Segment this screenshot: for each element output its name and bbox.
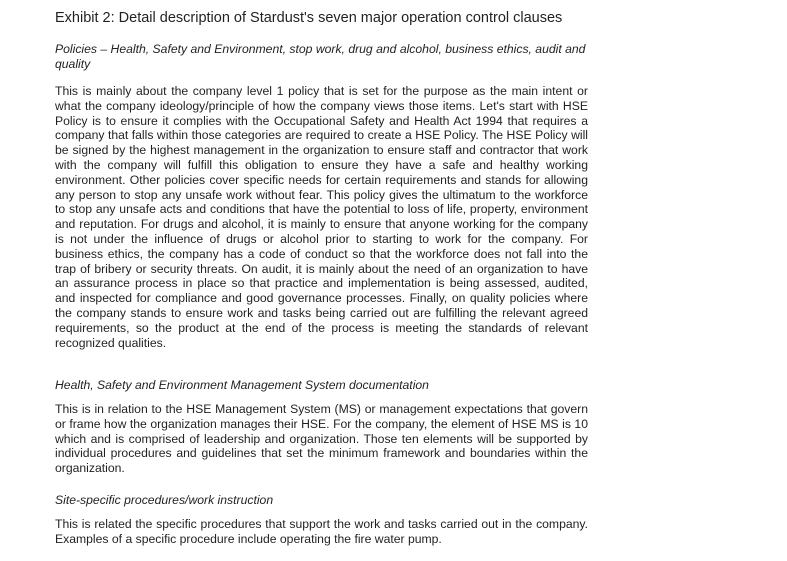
section-heading-hse-ms: Health, Safety and Environment Management System documentation: [55, 378, 429, 392]
section-body-site-procedures: This is related the specific procedures that support the work and tasks carried out in the company. Examples of a specific procedure include operating the fire water pump.: [55, 517, 588, 546]
section-body-policies: This is mainly about the company level 1 policy that is set for the purpose as the main intent or what the company ideology/principle of how the company views those items. Let's start with HSE Policy is to ensure it complies with the Occupational Safety and Health Act 1994 that requires a company that falls within those categories are required to create a HSE Policy. The HSE Policy will be signed by the highest management in the organization to ensure staff and contractor that work with the company will fulfill this obligation to ensure they have a safe and healthy working environment. Other policies cover specific needs for certain requirements and stands for allowing any person to stop any unsafe work without fear. This policy gives the ultimatum to the workforce to stop any unsafe acts and conditions that have the potential to loss of life, property, environment and reputation. For drugs and alcohol, it is mainly to ensure that anyone working for the company is not under the influence of drugs or alcohol prior to starting to work for the company. For business ethics, the company has a code of conduct so that the workforce does not fall into the trap of bribery or security threats. On audit, it is mainly about the need of an organization to have an assurance process in place so that practice and implementation is being assessed, audited, and inspected for compliance and good governance processes. Finally, on quality policies where the company stands to ensure work and tasks being carried out are fulfilling the relevant agreed requirements, so the product at the end of the process is meeting the standards of relevant recognized qualities.: [55, 84, 588, 350]
section-site-specific-procedures: [55, 493, 588, 547]
section-hse-ms-documentation: [55, 378, 588, 476]
section-body-hse-ms: This is in relation to the HSE Management System (MS) or management expectations that govern or frame how the organization manages their HSE. For the company, the element of HSE MS is 10 which and is comprised of leadership and organization. Those ten elements will be supported by individual procedures and guidelines that set the minimum framework and boundaries within the organization.: [55, 402, 588, 476]
section-heading-policies: Policies – Health, Safety and Environment, stop work, drug and alcohol, business ethics, audit and quality: [55, 42, 586, 71]
exhibit-title: Exhibit 2: Detail description of Stardust's seven major operation control clauses: [55, 10, 563, 26]
section-heading-site-procedures: Site-specific procedures/work instruction: [55, 493, 274, 507]
section-policies: [55, 42, 588, 350]
